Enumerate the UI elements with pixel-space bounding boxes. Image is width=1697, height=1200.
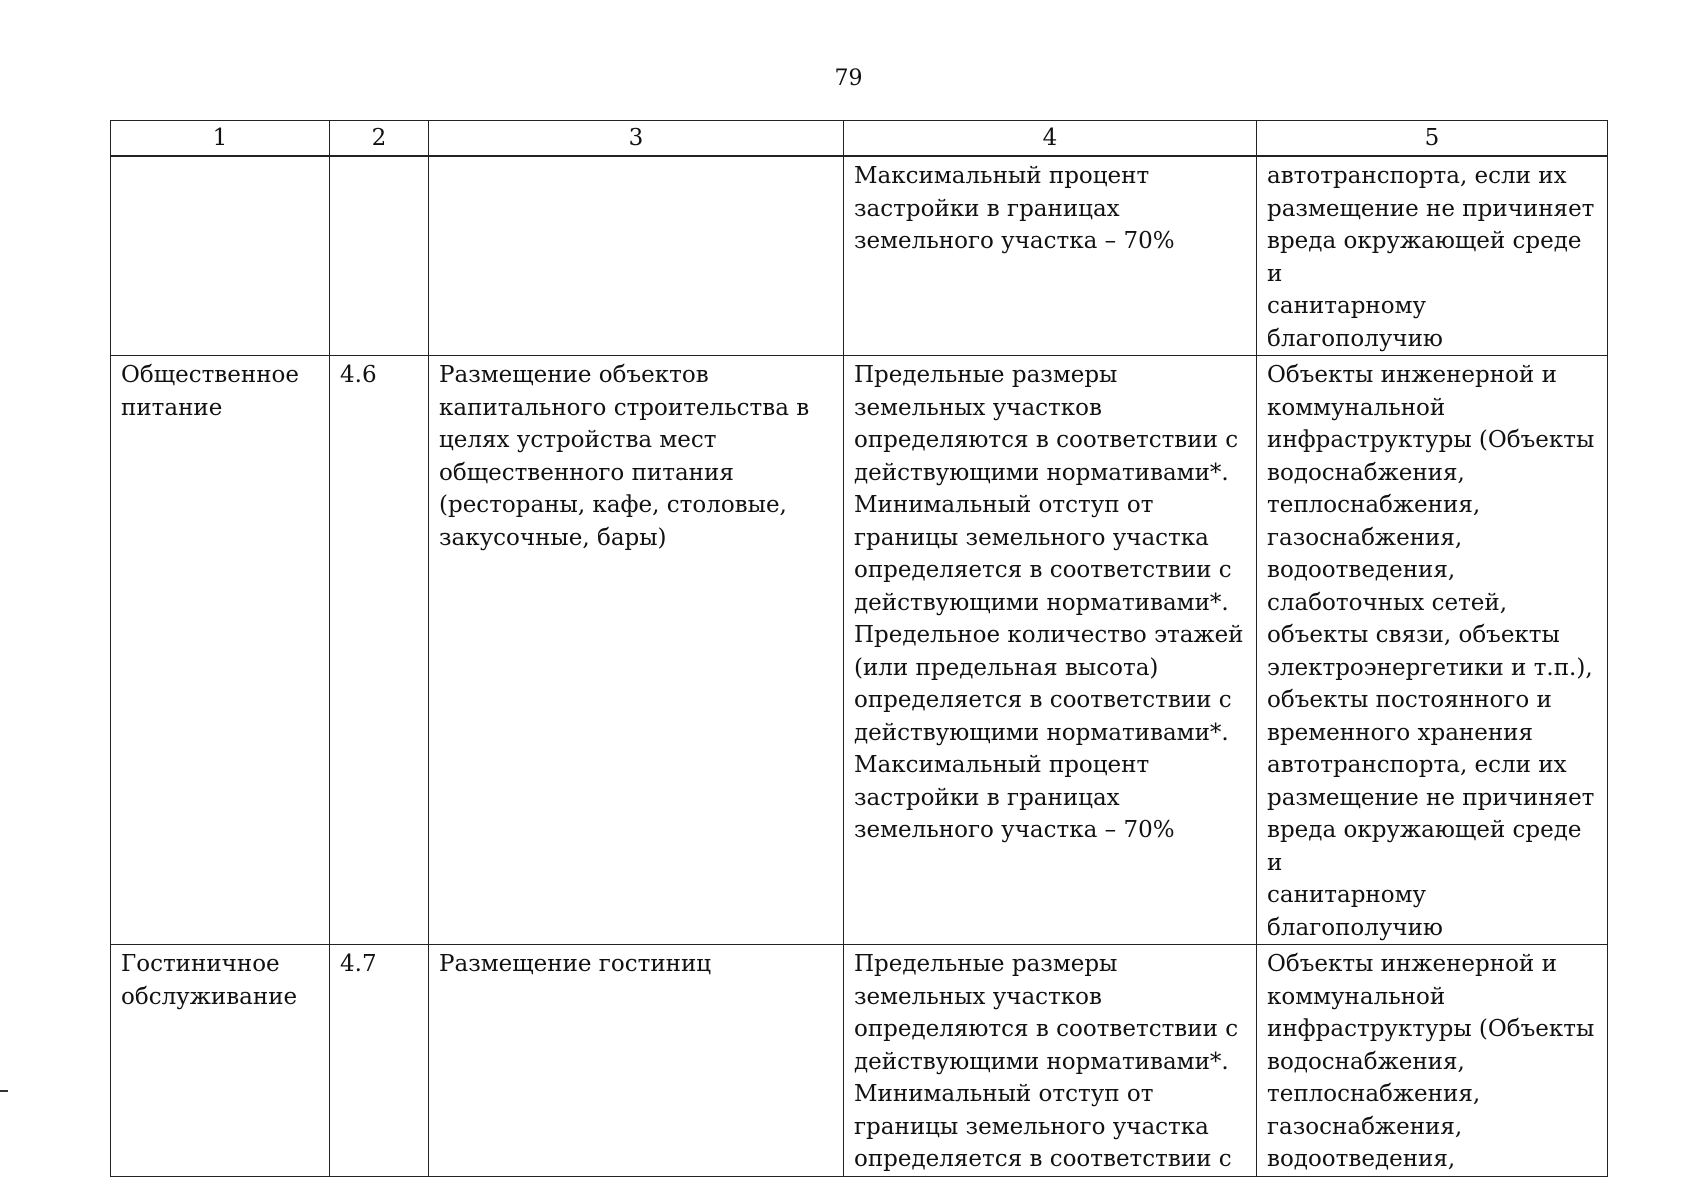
parameters-text: Предельные размеры земельных участков определяются в соответствии с действующими нормативами*. Минимальный отступ от границы земельного участка определяется в соответствии с bbox=[854, 951, 1239, 1172]
table-row bbox=[111, 156, 1608, 356]
column-header-4: 4 bbox=[844, 121, 1257, 157]
description-text: Размещение гостиниц bbox=[439, 951, 712, 977]
cell-auxiliary-uses bbox=[1257, 945, 1608, 1177]
table-row bbox=[111, 945, 1608, 1177]
use-name-text: Гостиничное обслуживание bbox=[121, 951, 298, 1010]
column-header-3: 3 bbox=[429, 121, 844, 157]
description-text: Размещение объектов капитального строительства в целях устройства мест общественного питания (рестораны, кафе, столовые, закусочные, бары) bbox=[439, 362, 810, 551]
scan-edge-mark bbox=[0, 1090, 8, 1092]
parameters-text: Максимальный процент застройки в границах земельного участка – 70% bbox=[854, 163, 1175, 254]
cell-auxiliary-uses bbox=[1257, 356, 1608, 945]
column-header-5: 5 bbox=[1257, 121, 1608, 157]
cell-use-description bbox=[429, 945, 844, 1177]
cell-use-code bbox=[330, 945, 429, 1177]
cell-use-name bbox=[111, 356, 330, 945]
cell-parameters bbox=[844, 156, 1257, 356]
use-name-text: Общественное питание bbox=[121, 362, 299, 421]
page-number: 79 bbox=[834, 66, 863, 91]
cell-use-name bbox=[111, 156, 330, 356]
cell-parameters bbox=[844, 945, 1257, 1177]
auxiliary-text: Объекты инженерной и коммунальной инфраструктуры (Объекты водоснабжения, теплоснабжения, газоснабжения, водоотведения, слаботочных сетей, объекты связи, объекты электроэнергетики и т.п.), объекты постоянного и временного хранения автотранспорта, если их размещение не причиняет вреда окружающей среде и санитарному благополучию bbox=[1267, 362, 1595, 941]
auxiliary-text: Объекты инженерной и коммунальной инфраструктуры (Объекты водоснабжения, теплоснабжения, газоснабжения, водоотведения, bbox=[1267, 951, 1595, 1172]
cell-auxiliary-uses bbox=[1257, 156, 1608, 356]
column-header-1: 1 bbox=[111, 121, 330, 157]
column-header-2: 2 bbox=[330, 121, 429, 157]
parameters-text: Предельные размеры земельных участков определяются в соответствии с действующими нормативами*. Минимальный отступ от границы земельного участка определяется в соответствии с действующими нормативами*. Предельное количество этажей (или предельная высота) определяется в соответствии с действующими нормативами*. Максимальный процент застройки в границах земельного участка – 70% bbox=[854, 362, 1244, 843]
cell-parameters bbox=[844, 356, 1257, 945]
cell-use-description bbox=[429, 156, 844, 356]
auxiliary-text: автотранспорта, если их размещение не причиняет вреда окружающей среде и санитарному благополучию bbox=[1267, 163, 1595, 352]
table-header-row bbox=[111, 121, 1608, 157]
cell-use-code bbox=[330, 356, 429, 945]
cell-use-description bbox=[429, 356, 844, 945]
land-use-table bbox=[110, 120, 1608, 1177]
table-row bbox=[111, 356, 1608, 945]
cell-use-name bbox=[111, 945, 330, 1177]
use-code-text: 4.7 bbox=[340, 951, 377, 977]
cell-use-code bbox=[330, 156, 429, 356]
use-code-text: 4.6 bbox=[340, 362, 377, 388]
